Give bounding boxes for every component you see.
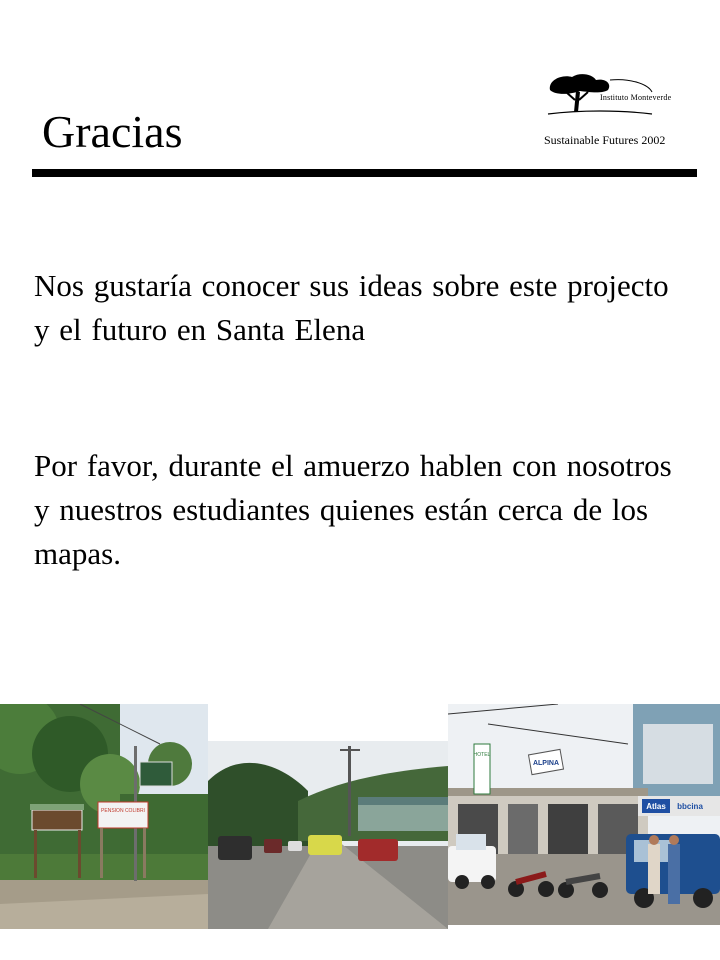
tagline: Sustainable Futures 2002 bbox=[544, 133, 666, 147]
sign-hotel: HOTEL bbox=[473, 752, 491, 758]
photo-storefronts bbox=[448, 704, 720, 925]
photo-street bbox=[208, 741, 448, 929]
sign-bbcina: bbcina bbox=[677, 802, 703, 811]
paragraph-ideas: Nos gustaría conocer sus ideas sobre este projecto y el futuro en Santa Elena bbox=[34, 268, 669, 347]
logo-text: Instituto Monteverde bbox=[600, 93, 672, 102]
header-rule bbox=[32, 169, 697, 177]
photo-roadside-signs bbox=[0, 704, 208, 929]
sign-alpina: ALPINA bbox=[532, 760, 560, 767]
page-title: Gracias bbox=[42, 106, 183, 157]
sign-pension-colibri: PENSION COLIBRI bbox=[101, 808, 145, 814]
paragraph-invitation: Por favor, durante el amuerzo hablen con nosotros y nuestros estudiantes quienes están cerca de los mapas. bbox=[34, 448, 672, 571]
sign-atlas: Atlas bbox=[646, 802, 666, 811]
